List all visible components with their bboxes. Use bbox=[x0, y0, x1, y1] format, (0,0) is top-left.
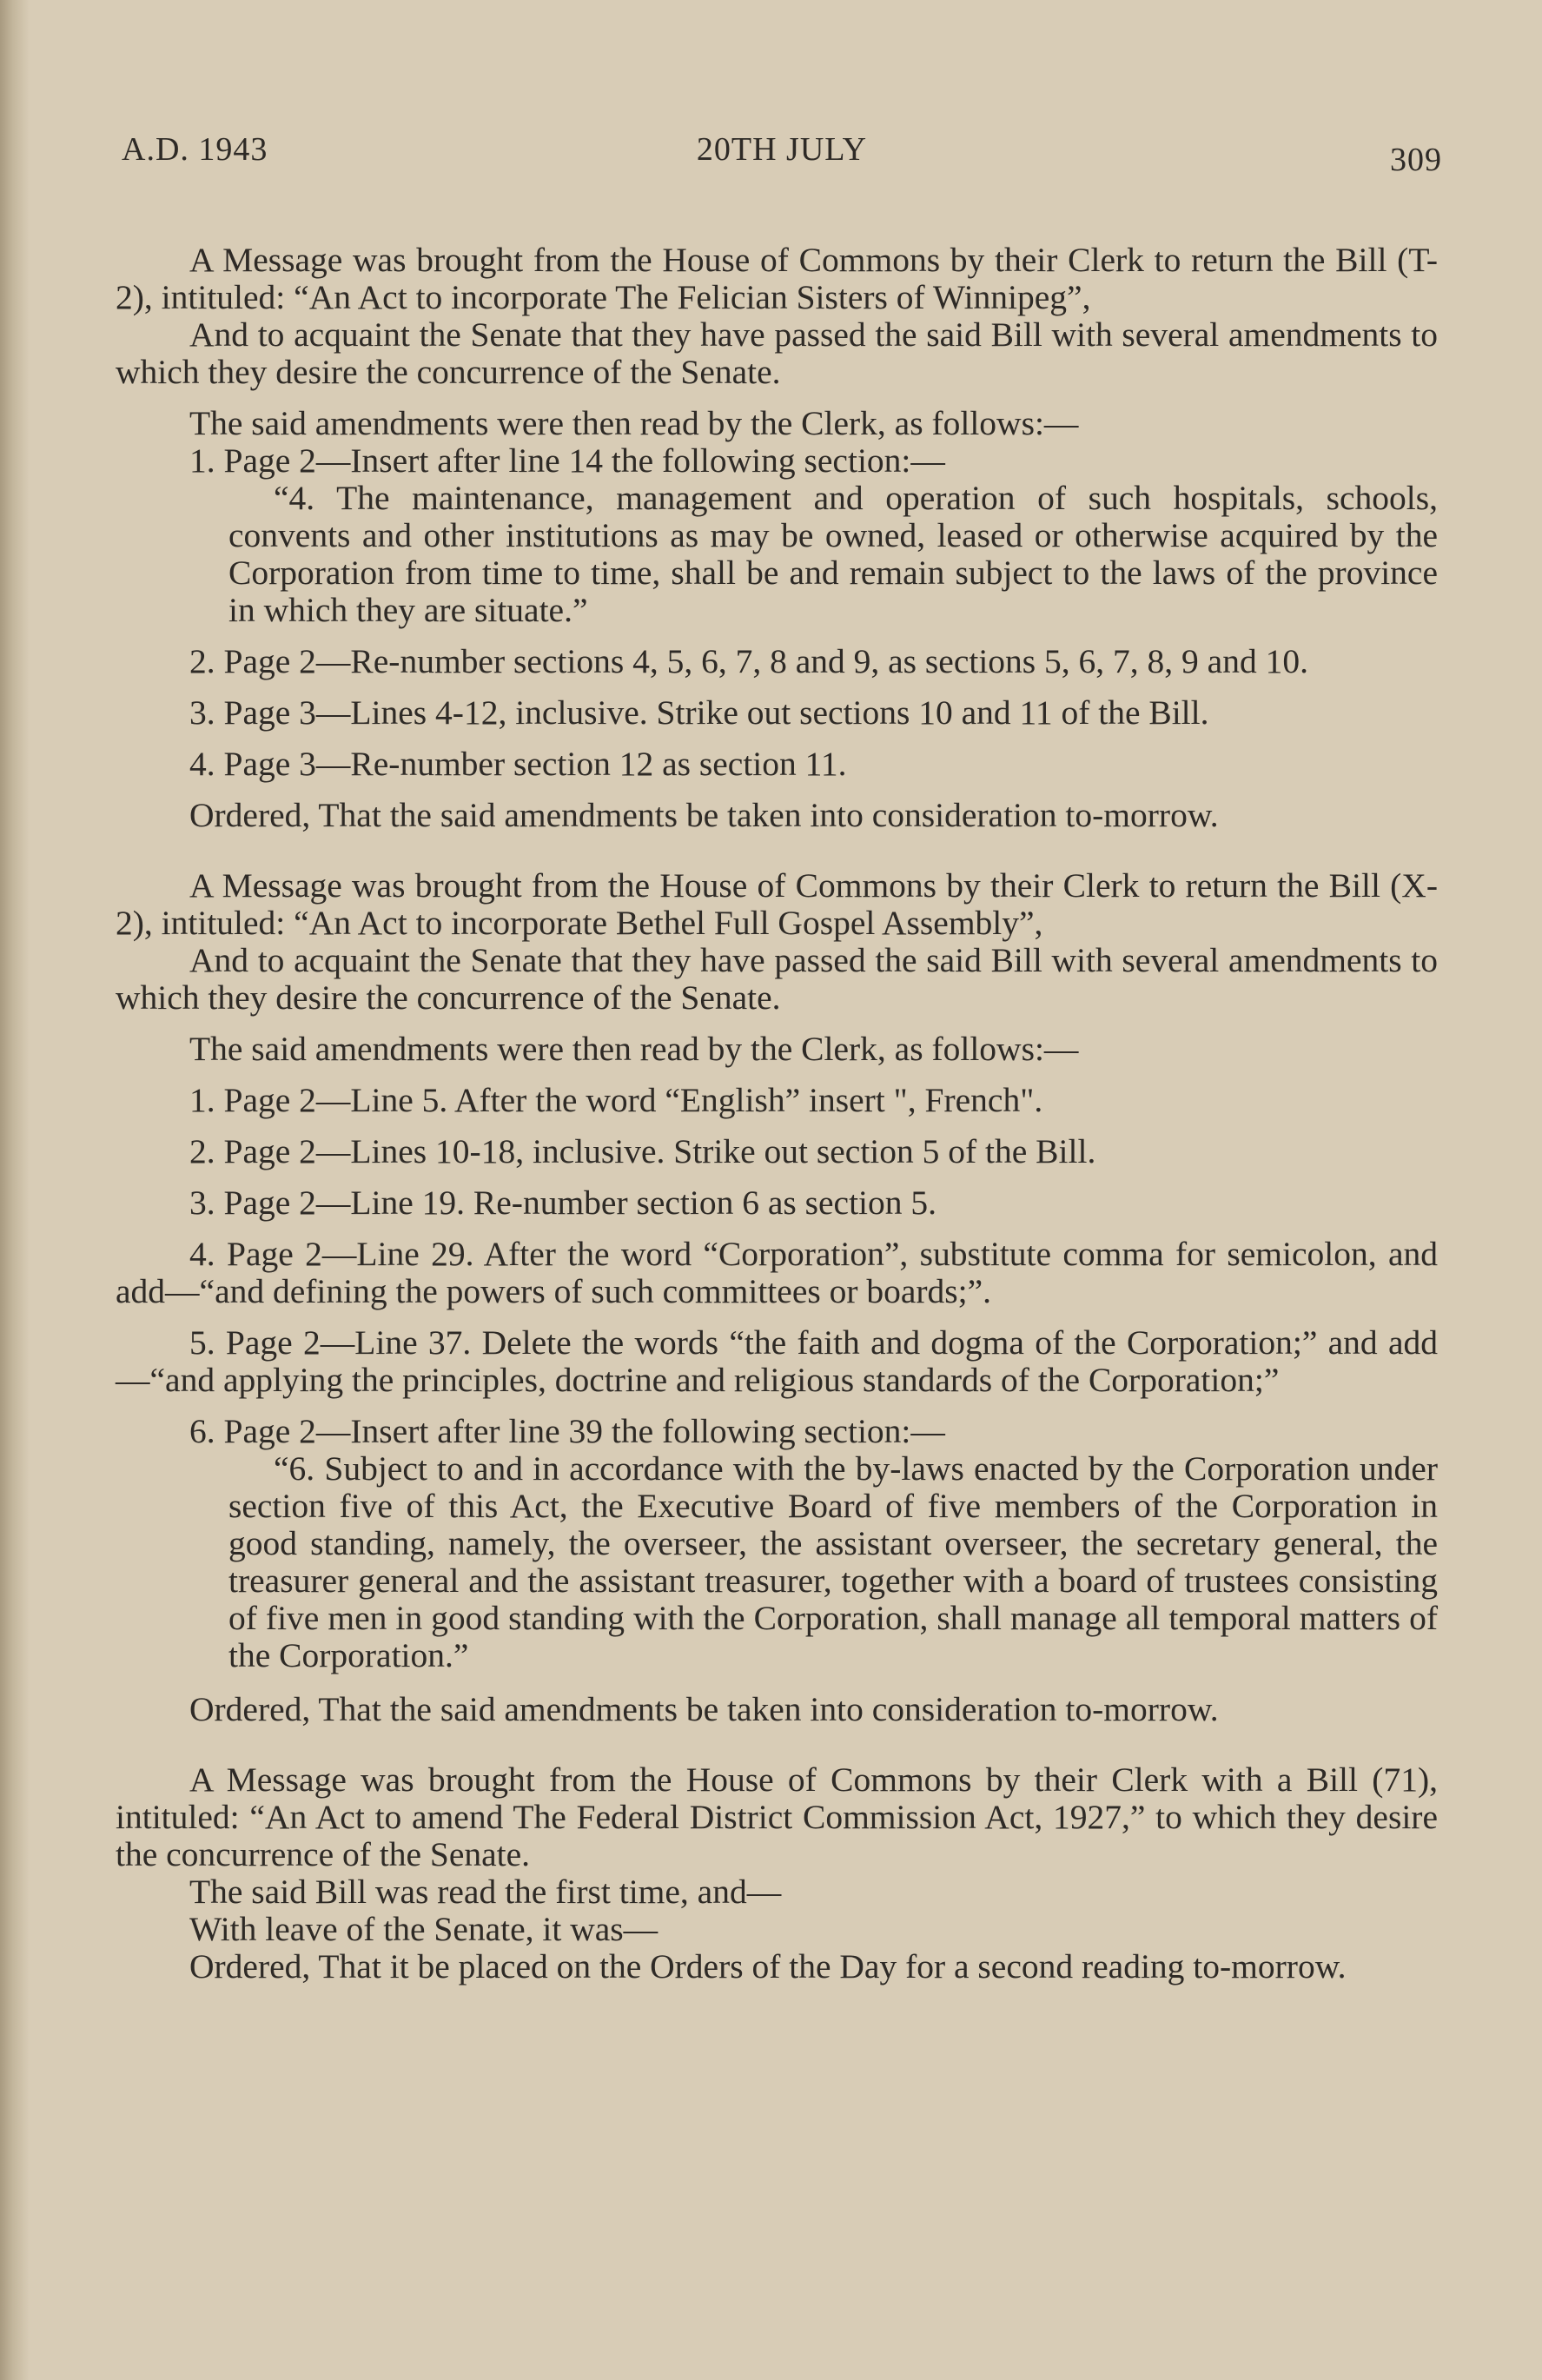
first-reading: The said Bill was read the first time, and— bbox=[189, 1873, 782, 1911]
message-intro: A Message was brought from the House of Commons by their Clerk to return the Bill (X-2), intituled: “An Act to incorporate Bethel Full Gospel Assembly”, bbox=[116, 866, 1438, 942]
header-date: A.D. 1943 bbox=[122, 131, 268, 168]
amendment-item: 1. Page 2—Insert after line 14 the following section:— bbox=[189, 441, 945, 480]
message-bill-x2 bbox=[116, 867, 1438, 1728]
message-acquaint: And to acquaint the Senate that they have passed the said Bill with several amendments to which they desire the concurrence of the Senate. bbox=[116, 315, 1438, 391]
header-day: 20TH JULY bbox=[696, 131, 868, 168]
page-number: 309 bbox=[1390, 142, 1442, 178]
amendment-item: 4. Page 3—Re-number section 12 as section 11. bbox=[189, 745, 847, 783]
amendment-item: 6. Page 2—Insert after line 39 the following section:— bbox=[189, 1412, 945, 1450]
amendment-item: 2. Page 2—Lines 10-18, inclusive. Strike out section 5 of the Bill. bbox=[189, 1132, 1096, 1170]
ordered-statement: Ordered, That the said amendments be taken into consideration to-morrow. bbox=[189, 1690, 1219, 1728]
amendment-item: 2. Page 2—Re-number sections 4, 5, 6, 7, 8 and 9, as sections 5, 6, 7, 8, 9 and 10. bbox=[189, 642, 1308, 680]
ordered-statement: Ordered, That it be placed on the Orders of the Day for a second reading to-morrow. bbox=[189, 1947, 1347, 1986]
amendments-read: The said amendments were then read by the Clerk, as follows:— bbox=[189, 404, 1079, 442]
message-bill-71 bbox=[116, 1761, 1438, 1986]
message-intro: A Message was brought from the House of Commons by their Clerk with a Bill (71), intituled: “An Act to amend The Federal District Commission Act, 1927,” to which they desire the concurrence of the Senate. bbox=[116, 1760, 1438, 1873]
page-header bbox=[122, 130, 1442, 182]
message-intro: A Message was brought from the House of Commons by their Clerk to return the Bill (T-2), intituled: “An Act to incorporate The Felician Sisters of Winnipeg”, bbox=[116, 241, 1438, 316]
amendment-item: 3. Page 3—Lines 4-12, inclusive. Strike out sections 10 and 11 of the Bill. bbox=[189, 693, 1209, 732]
ordered-statement: Ordered, That the said amendments be taken into consideration to-morrow. bbox=[189, 796, 1219, 834]
amendment-item: 1. Page 2—Line 5. After the word “English” insert ", French". bbox=[189, 1081, 1043, 1119]
amendment-item: 4. Page 2—Line 29. After the word “Corporation”, substitute comma for semicolon, and add—“and defining the powers of such committees or boards;”. bbox=[116, 1235, 1438, 1310]
amendment-quote: “4. The maintenance, management and operation of such hospitals, schools, convents and other institutions as may be owned, leased or otherwise acquired by the Corporation from time to time, shall be and remain subject to the laws of the province in which they are situate.” bbox=[228, 479, 1438, 629]
page-body bbox=[116, 242, 1438, 1986]
page-binding-edge bbox=[0, 0, 30, 2380]
amendment-item: 3. Page 2—Line 19. Re-number section 6 as section 5. bbox=[189, 1183, 937, 1222]
amendment-item: 5. Page 2—Line 37. Delete the words “the faith and dogma of the Corporation;” and add—“and applying the principles, doctrine and religious standards of the Corporation;” bbox=[116, 1323, 1438, 1399]
message-acquaint: And to acquaint the Senate that they have passed the said Bill with several amendments to which they desire the concurrence of the Senate. bbox=[116, 941, 1438, 1017]
leave-statement: With leave of the Senate, it was— bbox=[189, 1910, 658, 1948]
amendments-read: The said amendments were then read by the Clerk, as follows:— bbox=[189, 1030, 1079, 1068]
amendment-quote: “6. Subject to and in accordance with the by-laws enacted by the Corporation under section five of this Act, the Executive Board of five members of the Corporation in good standing, namely, the overseer, the assistant overseer, the secretary general, the treasurer general and the assistant treasurer, together with a board of trustees consisting of five men in good standing with the Corporation, shall manage all temporal matters of the Corporation.” bbox=[228, 1449, 1438, 1674]
message-bill-t2 bbox=[116, 242, 1438, 834]
